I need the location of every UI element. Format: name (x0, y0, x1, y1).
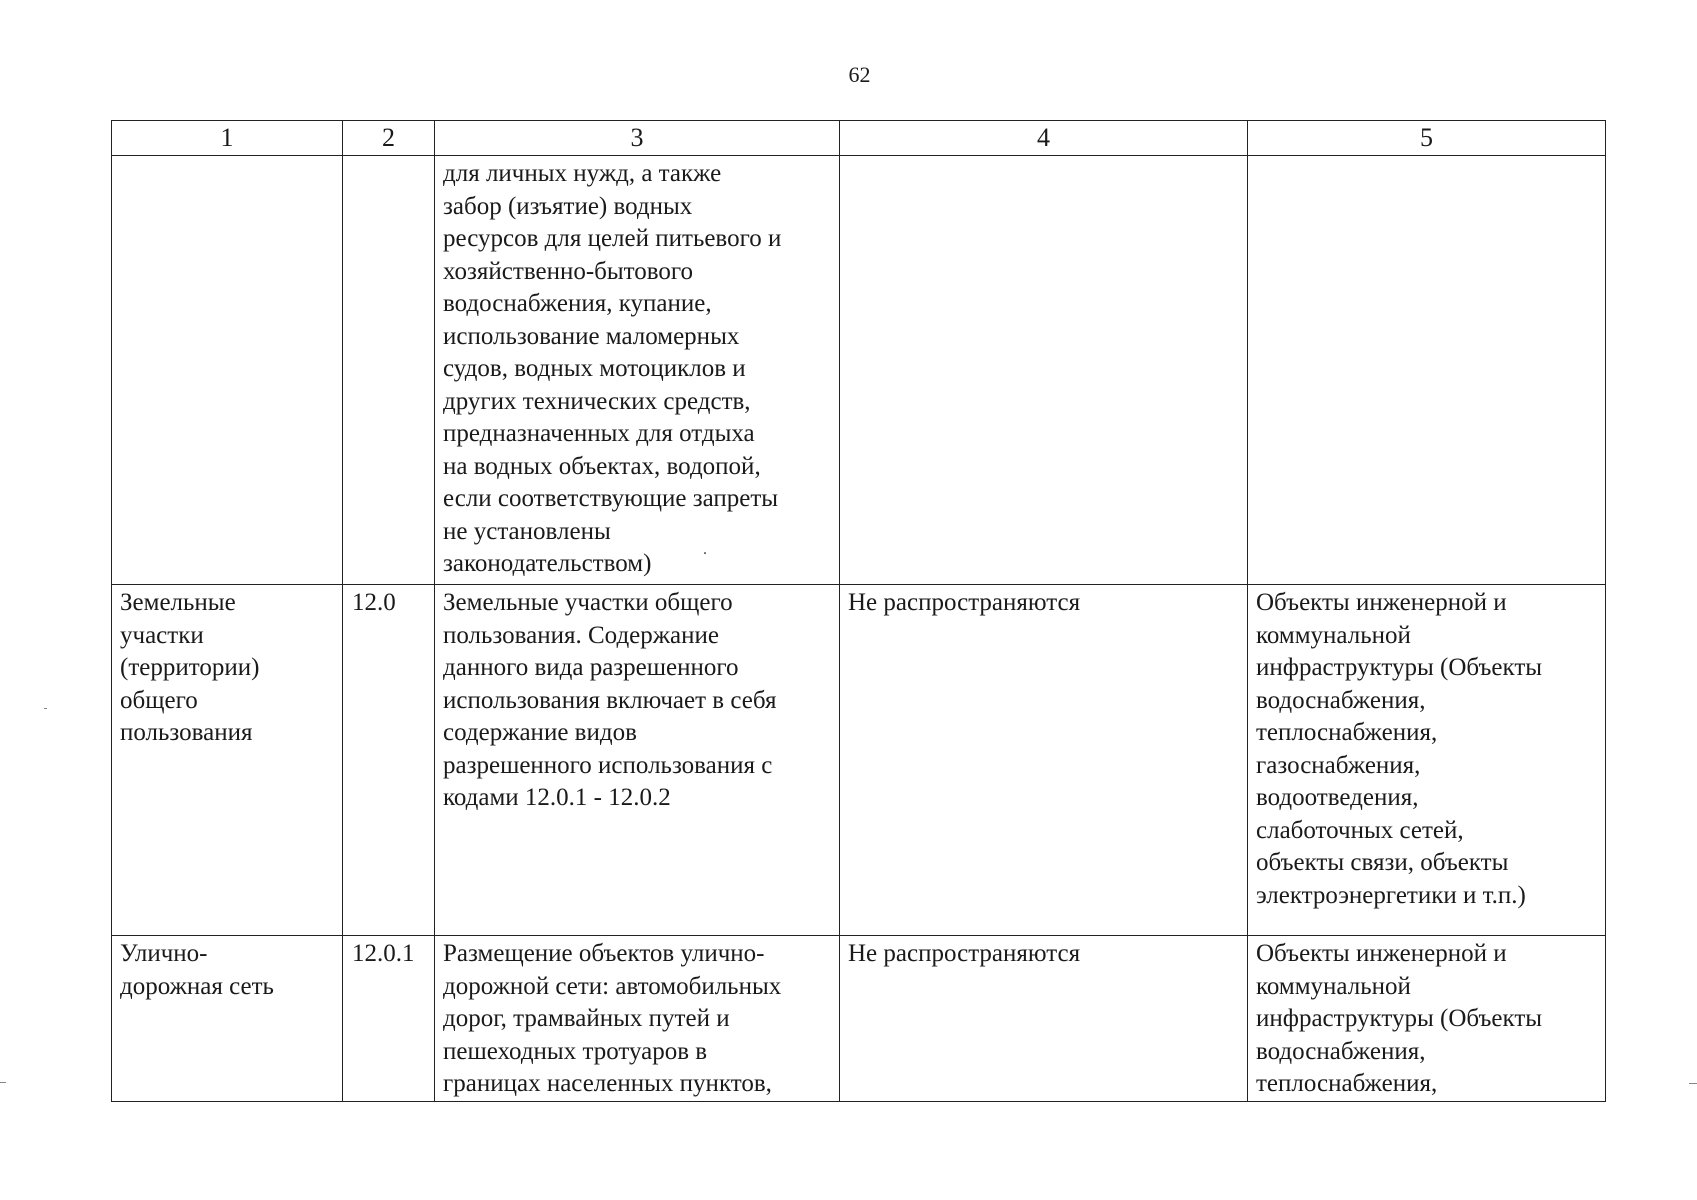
infrastructure-objects-cell: Объекты инженерной и коммунальной инфраструктуры (Объекты водоснабжения, теплоснабжения, (1248, 936, 1606, 1102)
header-col-2: 2 (343, 121, 435, 156)
land-use-description-cell: Размещение объектов улично- дорожной сети: автомобильных дорог, трамвайных путей и пешеходных тротуаров в границах населенных пунктов, (435, 936, 840, 1102)
table-header (112, 121, 1606, 156)
table-row (112, 936, 1606, 1102)
land-use-name-cell: Земельные участки (территории) общего пользования (112, 585, 343, 936)
header-col-3: 3 (435, 121, 840, 156)
land-use-name-cell (112, 156, 343, 585)
table-row (112, 585, 1606, 936)
restrictions-cell: Не распространяются (840, 585, 1248, 936)
land-use-code-cell (343, 156, 435, 585)
land-use-code-cell: 12.0.1 (343, 936, 435, 1102)
table-body (112, 156, 1606, 1102)
scan-artifact-left-tick (0, 1082, 6, 1083)
land-use-description-cell: для личных нужд, а также забор (изъятие) водных ресурсов для целей питьевого и хозяйственно-бытового водоснабжения, купание, использование маломерных судов, водных мотоциклов и других технических средств, предназначенных для отдыха на водных объектах, водопой, если соответствующие запреты не установлены законодательством) (435, 156, 840, 585)
header-col-5: 5 (1248, 121, 1606, 156)
land-use-table (111, 120, 1606, 1102)
scan-artifact-right-tick (1689, 1083, 1697, 1084)
header-col-4: 4 (840, 121, 1248, 156)
scan-artifact-mark: ˙ (702, 548, 708, 568)
land-use-description-cell: Земельные участки общего пользования. Содержание данного вида разрешенного использования включает в себя содержание видов разрешенного использования с кодами 12.0.1 - 12.0.2 (435, 585, 840, 936)
page-number: 62 (848, 62, 871, 87)
restrictions-cell: Не распространяются (840, 936, 1248, 1102)
header-row (112, 121, 1606, 156)
header-col-1: 1 (112, 121, 343, 156)
restrictions-cell (840, 156, 1248, 585)
land-use-name-cell: Улично- дорожная сеть (112, 936, 343, 1102)
infrastructure-objects-cell (1248, 156, 1606, 585)
infrastructure-objects-cell: Объекты инженерной и коммунальной инфраструктуры (Объекты водоснабжения, теплоснабжения, газоснабжения, водоотведения, слаботочных сетей, объекты связи, объекты электроэнергетики и т.п.) (1248, 585, 1606, 936)
table-row (112, 156, 1606, 585)
land-use-code-cell: 12.0 (343, 585, 435, 936)
scan-artifact-left-tick (44, 708, 47, 709)
